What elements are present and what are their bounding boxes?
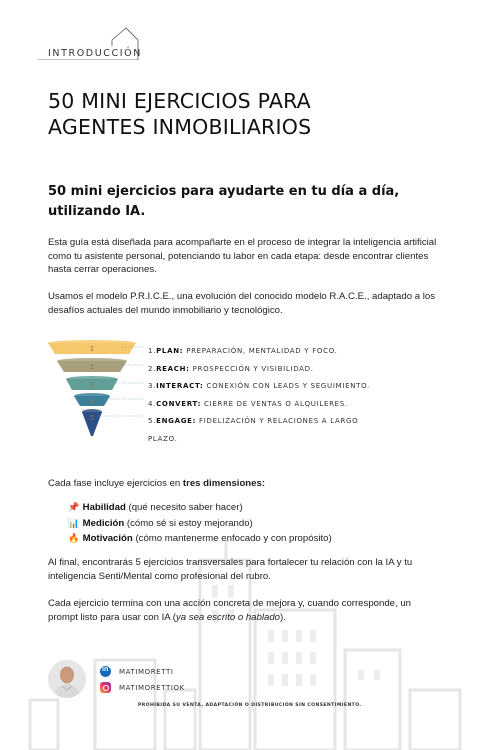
stage-number: 2.: [148, 364, 157, 373]
stage-description: PROSPECCIÓN Y VISIBILIDAD.: [189, 364, 314, 373]
page-title: [48, 88, 448, 140]
stage-item-reach: [148, 361, 378, 379]
dimension-name: Medición: [82, 517, 125, 529]
fire-icon: 🔥: [68, 533, 80, 543]
page-subtitle-line-1: 50 mini ejercicios para ayudarte en tu día a día,: [48, 184, 400, 199]
dimensions-intro: [48, 477, 438, 491]
stage-description: PREPARACIÓN, MENTALIDAD Y FOCO.: [183, 347, 338, 355]
page-subtitle-line-2: utilizando IA.: [48, 204, 146, 219]
dimensions-intro-emphasis: tres dimensiones:: [182, 478, 266, 489]
closing-paragraph: Al final, encontrarás 5 ejercicios transversales para fortalecer tu relación con la IA y tu inteligencia Senti/Mental como profesional del rubro.: [48, 557, 413, 582]
stage-name: CONVERT:: [156, 399, 202, 408]
dimension-item-habilidad: [68, 500, 332, 516]
dimensions-list: [68, 500, 332, 547]
stage-description: CIERRE DE VENTAS O ALQUILERES.: [201, 399, 348, 408]
funnel-number-3: 3: [89, 381, 95, 389]
page-subtitle: [48, 182, 448, 222]
stage-name: REACH:: [156, 364, 190, 373]
stage-item-convert: [148, 396, 378, 414]
instagram-icon: [100, 682, 111, 693]
prompt-paragraph-text: Cada ejercicio termina con una acción concreta de mejora y, cuando corresponde, un prompt listo para usar con IA (: [48, 598, 411, 623]
stage-number: 4.: [148, 399, 157, 408]
page-title-line-1: 50 MINI EJERCICIOS PARA: [48, 89, 311, 113]
dimension-description: (cómo sé si estoy mejorando): [124, 517, 253, 529]
dimension-description: (qué necesito saber hacer): [125, 502, 243, 513]
funnel-number-1: 1: [89, 345, 95, 353]
stage-number: 5.: [148, 417, 157, 425]
bar-chart-icon: 📊: [68, 517, 80, 528]
linkedin-handle: MATIMORETTI: [119, 667, 174, 676]
section-label: INTRODUCCIÓN: [48, 48, 142, 59]
author-photo: [48, 660, 86, 698]
dimension-item-medicion: [68, 516, 332, 532]
price-stage-list: [148, 343, 378, 448]
stage-description: FIDELIZACIÓN Y RELACIONES A LARGO PLAZO.: [148, 417, 359, 443]
author-avatar: [48, 660, 86, 698]
prompt-paragraph-italic: ya sea escrito o hablado: [175, 611, 280, 623]
stage-number: 3.: [148, 382, 157, 390]
section-tag: [36, 26, 140, 60]
model-paragraph: Usamos el modelo P.R.I.C.E., una evolución del conocido modelo R.A.C.E., adaptado a los desafíos actuales del mundo inmobiliario y tecnológico.: [48, 291, 435, 316]
linkedin-link[interactable]: [100, 666, 174, 677]
stage-name: ENGAGE:: [156, 417, 197, 425]
stage-item-plan: [148, 343, 378, 361]
dimension-name: Motivación: [82, 533, 133, 544]
stage-name: PLAN:: [156, 347, 184, 355]
dimension-description: (cómo mantenerme enfocado y con propósito): [132, 533, 332, 544]
stage-name: INTERACT:: [156, 382, 204, 390]
funnel-number-5: 5: [89, 414, 95, 422]
linkedin-icon: in: [100, 666, 111, 677]
dimensions-intro-text: Cada fase incluye ejercicios en: [48, 478, 183, 489]
funnel-number-2: 2: [89, 363, 95, 371]
instagram-link[interactable]: [100, 682, 185, 693]
dimension-item-motivacion: [68, 531, 332, 547]
pushpin-icon: 📌: [68, 502, 80, 512]
copyright-notice: PROHIBIDA SU VENTA, ADAPTACIÓN O DISTRIBUCIÓN SIN CONSENTIMIENTO.: [138, 703, 362, 708]
prompt-paragraph: [48, 597, 438, 624]
stage-item-interact: [148, 378, 378, 396]
instagram-handle: MATIMORETTIOK: [119, 683, 185, 692]
stage-number: 1.: [148, 347, 157, 355]
funnel-number-4: 4: [89, 398, 95, 406]
page-title-line-2: AGENTES INMOBILIARIOS: [48, 115, 312, 139]
stage-item-engage: [148, 413, 378, 448]
price-funnel-graphic: [44, 336, 144, 440]
stage-description: CONEXIÓN CON LEADS Y SEGUIMIENTO.: [203, 382, 370, 390]
intro-paragraph: Esta guía está diseñada para acompañarte en el proceso de integrar la inteligencia artificial como tu asistente personal, potenciando tu labor en cada etapa: desde encontrar clientes hasta cerrar operaciones.: [48, 237, 437, 275]
prompt-paragraph-end: ).: [279, 611, 286, 623]
dimension-name: Habilidad: [82, 502, 126, 513]
